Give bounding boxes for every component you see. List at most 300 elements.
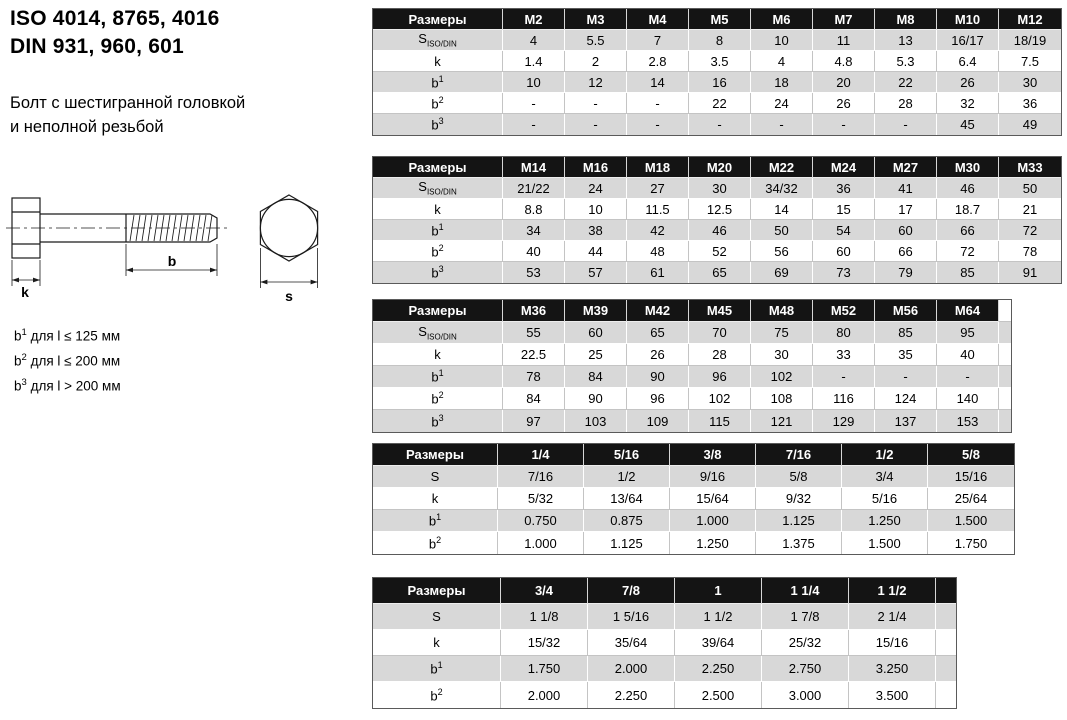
cell: 2.000	[501, 682, 588, 708]
cell: 1.000	[670, 510, 756, 532]
cell: 60	[813, 241, 875, 262]
column-header: M52	[813, 300, 875, 322]
cell: 90	[565, 388, 627, 410]
cell: 73	[813, 262, 875, 283]
metric-table-m14-m33	[372, 156, 1062, 284]
cell: 30	[999, 72, 1061, 93]
cell: 2 1/4	[849, 604, 936, 630]
cell: 1 1/8	[501, 604, 588, 630]
table-row	[373, 178, 1061, 199]
description	[10, 91, 245, 139]
table-row	[373, 262, 1061, 283]
bolt-drawing	[4, 190, 364, 310]
row-label: k	[373, 344, 503, 366]
cell: 1.375	[756, 532, 842, 554]
cell	[936, 656, 956, 682]
cell: 11.5	[627, 199, 689, 220]
header-row	[373, 300, 1011, 322]
cell: -	[503, 93, 565, 114]
cell: 22	[875, 72, 937, 93]
cell: -	[503, 114, 565, 135]
cell: 1.4	[503, 51, 565, 72]
cell: 1.750	[928, 532, 1014, 554]
bolt-side-view	[6, 198, 230, 258]
cell: 30	[689, 178, 751, 199]
cell	[936, 682, 956, 708]
cell: 7/16	[498, 466, 584, 488]
table-row	[373, 344, 1011, 366]
cell: 1.000	[498, 532, 584, 554]
cell: 48	[627, 241, 689, 262]
row-label: S	[373, 604, 501, 630]
row-label: $b^2$	[373, 241, 503, 262]
column-header: M7	[813, 9, 875, 30]
dimension-rules	[12, 270, 318, 282]
cell: 44	[565, 241, 627, 262]
cell: 103	[565, 410, 627, 432]
row-label: $b^1$	[373, 220, 503, 241]
cell: 52	[689, 241, 751, 262]
cell: 28	[689, 344, 751, 366]
cell: 55	[503, 322, 565, 344]
cell: 15	[813, 199, 875, 220]
cell: 66	[937, 220, 999, 241]
cell: -	[875, 366, 937, 388]
cell: 15/32	[501, 630, 588, 656]
metric-table-m36-m64	[372, 299, 1012, 433]
cell: 9/16	[670, 466, 756, 488]
cell: 2.750	[762, 656, 849, 682]
cell: 9/32	[756, 488, 842, 510]
table-row	[373, 114, 1061, 135]
cell: 84	[503, 388, 565, 410]
dimension-labels	[21, 253, 293, 304]
cell: 26	[813, 93, 875, 114]
column-header: M64	[937, 300, 999, 322]
cell: -	[627, 114, 689, 135]
cell: 25	[565, 344, 627, 366]
cell: 129	[813, 410, 875, 432]
cell: 16	[689, 72, 751, 93]
column-header: M5	[689, 9, 751, 30]
cell: 4	[503, 30, 565, 51]
row-label: $b^1$	[373, 72, 503, 93]
cell: 2.500	[675, 682, 762, 708]
column-header: M56	[875, 300, 937, 322]
cell: 21	[999, 199, 1061, 220]
column-header: M18	[627, 157, 689, 178]
table-header-label: Размеры	[373, 300, 503, 322]
cell: 35/64	[588, 630, 675, 656]
cell: -	[565, 114, 627, 135]
cell: -	[751, 114, 813, 135]
cell: 8	[689, 30, 751, 51]
cell: 109	[627, 410, 689, 432]
table-row	[373, 532, 1014, 554]
cell: 1 7/8	[762, 604, 849, 630]
row-label: $b^3$	[373, 410, 503, 432]
column-header: M33	[999, 157, 1061, 178]
cell: 24	[565, 178, 627, 199]
column-header: M4	[627, 9, 689, 30]
column-header: M36	[503, 300, 565, 322]
cell: 91	[999, 262, 1061, 283]
cell: 15/16	[928, 466, 1014, 488]
cell: 61	[627, 262, 689, 283]
cell: 1.750	[501, 656, 588, 682]
cell	[999, 410, 1011, 432]
cell: 12.5	[689, 199, 751, 220]
cell: 3.500	[849, 682, 936, 708]
cell: 1.500	[928, 510, 1014, 532]
cell: 38	[565, 220, 627, 241]
cell: 0.875	[584, 510, 670, 532]
column-header: M2	[503, 9, 565, 30]
cell: 3.250	[849, 656, 936, 682]
cell: 78	[503, 366, 565, 388]
row-label: k	[373, 51, 503, 72]
cell: -	[627, 93, 689, 114]
cell: 5/16	[842, 488, 928, 510]
column-header: 3/8	[670, 444, 756, 466]
cell: 28	[875, 93, 937, 114]
cell: 26	[937, 72, 999, 93]
inscribed-circle	[260, 199, 317, 256]
cell: 20	[813, 72, 875, 93]
row-label: k	[373, 199, 503, 220]
cell: 45	[937, 114, 999, 135]
cell: 39/64	[675, 630, 762, 656]
cell: 7.5	[999, 51, 1061, 72]
table-row	[373, 51, 1061, 72]
cell: 17	[875, 199, 937, 220]
title-line-iso: ISO 4014, 8765, 4016	[10, 7, 220, 30]
cell: 124	[875, 388, 937, 410]
column-header: M14	[503, 157, 565, 178]
note: $b^1$ для l ≤ 125 мм	[14, 327, 121, 344]
column-header: M39	[565, 300, 627, 322]
table-row	[373, 510, 1014, 532]
cell: 65	[627, 322, 689, 344]
cell: 18/19	[999, 30, 1061, 51]
cell: -	[689, 114, 751, 135]
cell: 1/2	[584, 466, 670, 488]
row-label: S	[373, 466, 498, 488]
column-header: M30	[937, 157, 999, 178]
cell: 2.250	[588, 682, 675, 708]
cell	[999, 366, 1011, 388]
cell: 72	[937, 241, 999, 262]
cell: 60	[875, 220, 937, 241]
cell: 22.5	[503, 344, 565, 366]
title-line-din: DIN 931, 960, 601	[10, 35, 184, 58]
cell: 85	[875, 322, 937, 344]
cell: 1.125	[584, 532, 670, 554]
cell: 0.750	[498, 510, 584, 532]
cell: -	[813, 114, 875, 135]
cell: 7	[627, 30, 689, 51]
column-header: 3/4	[501, 578, 588, 604]
table-row	[373, 241, 1061, 262]
cell: 14	[751, 199, 813, 220]
inch-table-3-4-to-1-1-2	[372, 577, 957, 709]
cell: 26	[627, 344, 689, 366]
cell: 108	[751, 388, 813, 410]
column-header: M42	[627, 300, 689, 322]
column-header: M8	[875, 9, 937, 30]
table-row	[373, 656, 956, 682]
cell: 10	[565, 199, 627, 220]
cell: 4	[751, 51, 813, 72]
cell: 40	[937, 344, 999, 366]
row-label: $b^1$	[373, 656, 501, 682]
cell	[999, 388, 1011, 410]
header-row	[373, 444, 1014, 466]
column-header: M22	[751, 157, 813, 178]
column-header: M48	[751, 300, 813, 322]
column-header: M10	[937, 9, 999, 30]
table-row	[373, 488, 1014, 510]
cell: 21/22	[503, 178, 565, 199]
table-header-label: Размеры	[373, 157, 503, 178]
header-row	[373, 157, 1061, 178]
cell: 3.000	[762, 682, 849, 708]
column-header: 1/4	[498, 444, 584, 466]
column-header: M3	[565, 9, 627, 30]
column-header: M12	[999, 9, 1061, 30]
cell: 30	[751, 344, 813, 366]
row-label: $b^2$	[373, 532, 498, 554]
cell: 116	[813, 388, 875, 410]
column-header: 1/2	[842, 444, 928, 466]
cell: 1.250	[670, 532, 756, 554]
page-title	[10, 5, 220, 61]
cell: 16/17	[937, 30, 999, 51]
column-header: M16	[565, 157, 627, 178]
column-header: M20	[689, 157, 751, 178]
cell: 53	[503, 262, 565, 283]
row-label: $b^2$	[373, 682, 501, 708]
cell: 137	[875, 410, 937, 432]
cell: -	[565, 93, 627, 114]
cell: 24	[751, 93, 813, 114]
cell: 95	[937, 322, 999, 344]
cell: 49	[999, 114, 1061, 135]
cell: 140	[937, 388, 999, 410]
column-header: 5/16	[584, 444, 670, 466]
table-header-label: Размеры	[373, 9, 503, 30]
cell: 1.500	[842, 532, 928, 554]
cell: 5.5	[565, 30, 627, 51]
column-header: 1 1/4	[762, 578, 849, 604]
cell: 3.5	[689, 51, 751, 72]
cell: 69	[751, 262, 813, 283]
cell: 3/4	[842, 466, 928, 488]
cell: 42	[627, 220, 689, 241]
table-row	[373, 466, 1014, 488]
cell	[936, 604, 956, 630]
cell: 65	[689, 262, 751, 283]
cell	[999, 322, 1011, 344]
cell: 78	[999, 241, 1061, 262]
header-row	[373, 578, 956, 604]
table-row	[373, 630, 956, 656]
table-row	[373, 199, 1061, 220]
cell: 11	[813, 30, 875, 51]
inch-table-1-4-to-5-8	[372, 443, 1015, 555]
cell: 5/32	[498, 488, 584, 510]
cell: 2.250	[675, 656, 762, 682]
cell: 1 5/16	[588, 604, 675, 630]
cell: 15/64	[670, 488, 756, 510]
cell: 25/32	[762, 630, 849, 656]
cell: 60	[565, 322, 627, 344]
table-row	[373, 72, 1061, 93]
cell: 90	[627, 366, 689, 388]
cell: 50	[999, 178, 1061, 199]
table-row	[373, 388, 1011, 410]
cell: 84	[565, 366, 627, 388]
dim-label-b: b	[167, 253, 177, 269]
column-header: M27	[875, 157, 937, 178]
table-row	[373, 604, 956, 630]
column-header-empty	[936, 578, 956, 604]
cell: 80	[813, 322, 875, 344]
row-label: $b^2$	[373, 93, 503, 114]
cell: 18.7	[937, 199, 999, 220]
cell: 54	[813, 220, 875, 241]
table-row	[373, 682, 956, 708]
column-header: 5/8	[928, 444, 1014, 466]
cell: 5/8	[756, 466, 842, 488]
header-row	[373, 9, 1061, 30]
table-row	[373, 322, 1011, 344]
cell: 2	[565, 51, 627, 72]
description-line-2: и неполной резьбой	[10, 118, 164, 136]
cell: 36	[999, 93, 1061, 114]
column-header: 7/16	[756, 444, 842, 466]
dim-label-k: k	[21, 284, 29, 300]
bolt-technical-drawing	[4, 190, 364, 310]
cell: 46	[937, 178, 999, 199]
cell: 36	[813, 178, 875, 199]
metric-table-m2-m12	[372, 8, 1062, 136]
column-header: M45	[689, 300, 751, 322]
table-row	[373, 30, 1061, 51]
cell: 153	[937, 410, 999, 432]
row-label: $b^1$	[373, 510, 498, 532]
row-label: $b^3$	[373, 114, 503, 135]
cell: -	[875, 114, 937, 135]
cell: 6.4	[937, 51, 999, 72]
cell: 1.125	[756, 510, 842, 532]
row-label: k	[373, 488, 498, 510]
table-row	[373, 410, 1011, 432]
cell: 18	[751, 72, 813, 93]
cell: 70	[689, 322, 751, 344]
cell: 66	[875, 241, 937, 262]
table-header-label: Размеры	[373, 444, 498, 466]
cell: 75	[751, 322, 813, 344]
cell: 27	[627, 178, 689, 199]
table-row	[373, 220, 1061, 241]
hexagon-outline	[260, 195, 317, 261]
cell: 13	[875, 30, 937, 51]
cell: 10	[503, 72, 565, 93]
cell: 15/16	[849, 630, 936, 656]
cell: 115	[689, 410, 751, 432]
cell: 96	[627, 388, 689, 410]
column-header: 1 1/2	[849, 578, 936, 604]
cell: 85	[937, 262, 999, 283]
table-row	[373, 366, 1011, 388]
column-header-empty	[999, 300, 1011, 322]
cell: 33	[813, 344, 875, 366]
row-label: $b^1$	[373, 366, 503, 388]
cell: 34/32	[751, 178, 813, 199]
description-line-1: Болт с шестигранной головкой	[10, 94, 246, 112]
cell: -	[937, 366, 999, 388]
cell: 25/64	[928, 488, 1014, 510]
cell: 79	[875, 262, 937, 283]
cell: 22	[689, 93, 751, 114]
notes	[14, 322, 121, 397]
cell: 8.8	[503, 199, 565, 220]
cell: 35	[875, 344, 937, 366]
row-label: $b^2$	[373, 388, 503, 410]
tables-panel	[372, 0, 1067, 720]
cell: 72	[999, 220, 1061, 241]
hex-end-view	[260, 195, 317, 261]
note: $b^2$ для l ≤ 200 мм	[14, 352, 121, 369]
note: $b^3$ для l > 200 мм	[14, 377, 121, 394]
cell: 5.3	[875, 51, 937, 72]
cell: 2.8	[627, 51, 689, 72]
row-label: $S_{ISO/DIN}$	[373, 178, 503, 199]
cell: 50	[751, 220, 813, 241]
cell: -	[813, 366, 875, 388]
cell	[999, 344, 1011, 366]
cell: 32	[937, 93, 999, 114]
cell: 121	[751, 410, 813, 432]
dim-label-s: s	[285, 288, 293, 304]
table-row	[373, 93, 1061, 114]
cell: 57	[565, 262, 627, 283]
cell: 46	[689, 220, 751, 241]
row-label: k	[373, 630, 501, 656]
cell: 102	[751, 366, 813, 388]
row-label: $S_{ISO/DIN}$	[373, 30, 503, 51]
table-header-label: Размеры	[373, 578, 501, 604]
cell: 10	[751, 30, 813, 51]
cell: 40	[503, 241, 565, 262]
cell: 34	[503, 220, 565, 241]
cell: 56	[751, 241, 813, 262]
row-label: $b^3$	[373, 262, 503, 283]
cell: 96	[689, 366, 751, 388]
cell	[936, 630, 956, 656]
column-header: 1	[675, 578, 762, 604]
cell: 41	[875, 178, 937, 199]
cell: 1.250	[842, 510, 928, 532]
cell: 102	[689, 388, 751, 410]
cell: 97	[503, 410, 565, 432]
column-header: M6	[751, 9, 813, 30]
cell: 13/64	[584, 488, 670, 510]
cell: 12	[565, 72, 627, 93]
cell: 2.000	[588, 656, 675, 682]
row-label: $S_{ISO/DIN}$	[373, 322, 503, 344]
